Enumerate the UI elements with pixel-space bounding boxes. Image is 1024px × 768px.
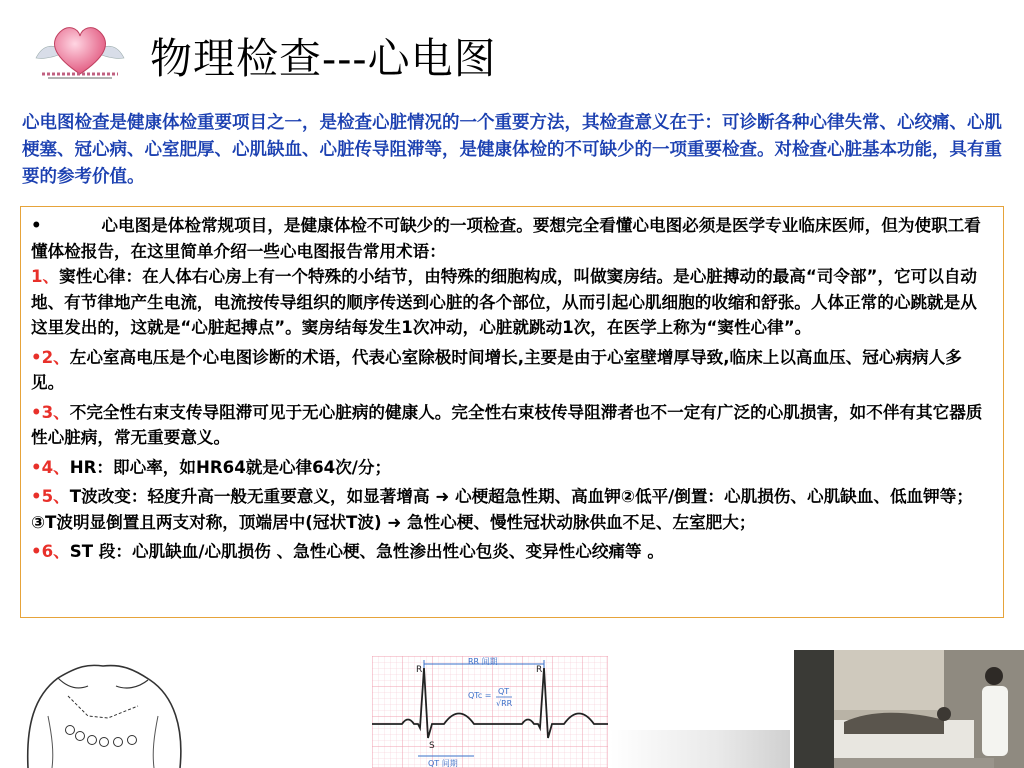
- qtc-formula-lhs: QTc =: [468, 691, 492, 700]
- item-6-text: ST 段：心肌缺血/心肌损伤 、急性心梗、急性渗出性心包炎、变异性心绞痛等 。: [69, 542, 665, 561]
- content-box: [20, 206, 1004, 618]
- page-title: 物理检查---心电图: [150, 34, 497, 83]
- item-2: [31, 345, 993, 396]
- item-2-text: 左心室高电压是个心电图诊断的术语，代表心室除极时间增长,主要是由于心室壁增厚导致,临床上以高血压、冠心病病人多见。: [31, 347, 962, 392]
- ecg-waveform-diagram: [372, 656, 608, 768]
- item-2-number: •2、: [31, 347, 70, 367]
- intro-paragraph: 心电图检查是健康体检重要项目之一，是检查心脏情况的一个重要方法，其检查意义在于：可诊断各种心律失常、心绞痛、心肌梗塞、冠心病、心室肥厚、心肌缺血、心脏传导阻滞等，是健康体检的不可缺少的一项重要检查。对检查心脏基本功能，具有重要的参考价值。: [22, 113, 1002, 187]
- heart-logo: [26, 18, 134, 82]
- ecg-exam-photo: [794, 650, 1024, 768]
- qtc-formula-denominator: √RR: [496, 699, 513, 708]
- s-wave-label: S: [429, 741, 435, 751]
- r-peak-label-1: R: [416, 665, 423, 675]
- chest-electrode-illustration: [8, 656, 198, 768]
- item-1-number: 1、: [31, 267, 60, 286]
- item-4-number: •4、: [31, 457, 70, 477]
- item-6: [31, 539, 993, 565]
- item-3-text: 不完全性右束支传导阻滞可见于无心脏病的健康人。完全性右束枝传导阻滞者也不一定有广泛的心肌损害，如不伴有其它器质性心脏病，常无重要意义。: [31, 402, 983, 447]
- item-6-number: •6、: [31, 542, 70, 561]
- qt-interval-label: QT 间期: [428, 759, 458, 768]
- lead-paragraph: [31, 213, 993, 341]
- item-3: [31, 400, 993, 451]
- bullet-dot: •: [31, 216, 42, 235]
- r-peak-label-2: R: [536, 665, 543, 675]
- item-3-number: •3、: [31, 402, 70, 422]
- item-5-number: •5、: [31, 487, 70, 506]
- item-4: [31, 455, 993, 481]
- rr-interval-label: RR 间期: [468, 657, 498, 666]
- item-4-text: HR：即心率，如HR64就是心律64次/分；: [69, 457, 392, 477]
- fade-strip: [610, 730, 790, 768]
- item-5: [31, 484, 993, 535]
- qtc-formula-numerator: QT: [498, 687, 510, 696]
- item-5-text: T波改变：轻度升高一般无重要意义，如显著增高 ➜ 心梗超急性期、高血钾②低平/倒置：心肌损伤、心肌缺血、低血钾等；③T波明显倒置且两支对称，顶端居中(冠状T波) ➜ 急性心梗、慢性冠状动脉供血不足、左室肥大；: [31, 487, 973, 532]
- lead-text: 心电图是体检常规项目，是健康体检不可缺少的一项检查。要想完全看懂心电图必须是医学专业临床医师，但为使职工看懂体检报告，在这里简单介绍一些心电图报告常用术语：: [31, 216, 981, 261]
- item-1-text: 窦性心律：在人体右心房上有一个特殊的小结节，由特殊的细胞构成，叫做窦房结。是心脏搏动的最高“司令部”，它可以自动地、有节律地产生电流，电流按传导组织的顺序传送到心脏的各个部位，从而引起心肌细胞的收缩和舒张。人体正常的心跳就是从这里发出的，这就是“心脏起搏点”。窦房结每发生1次冲动，心脏就跳动1次，在医学上称为“窦性心律”。: [31, 267, 978, 337]
